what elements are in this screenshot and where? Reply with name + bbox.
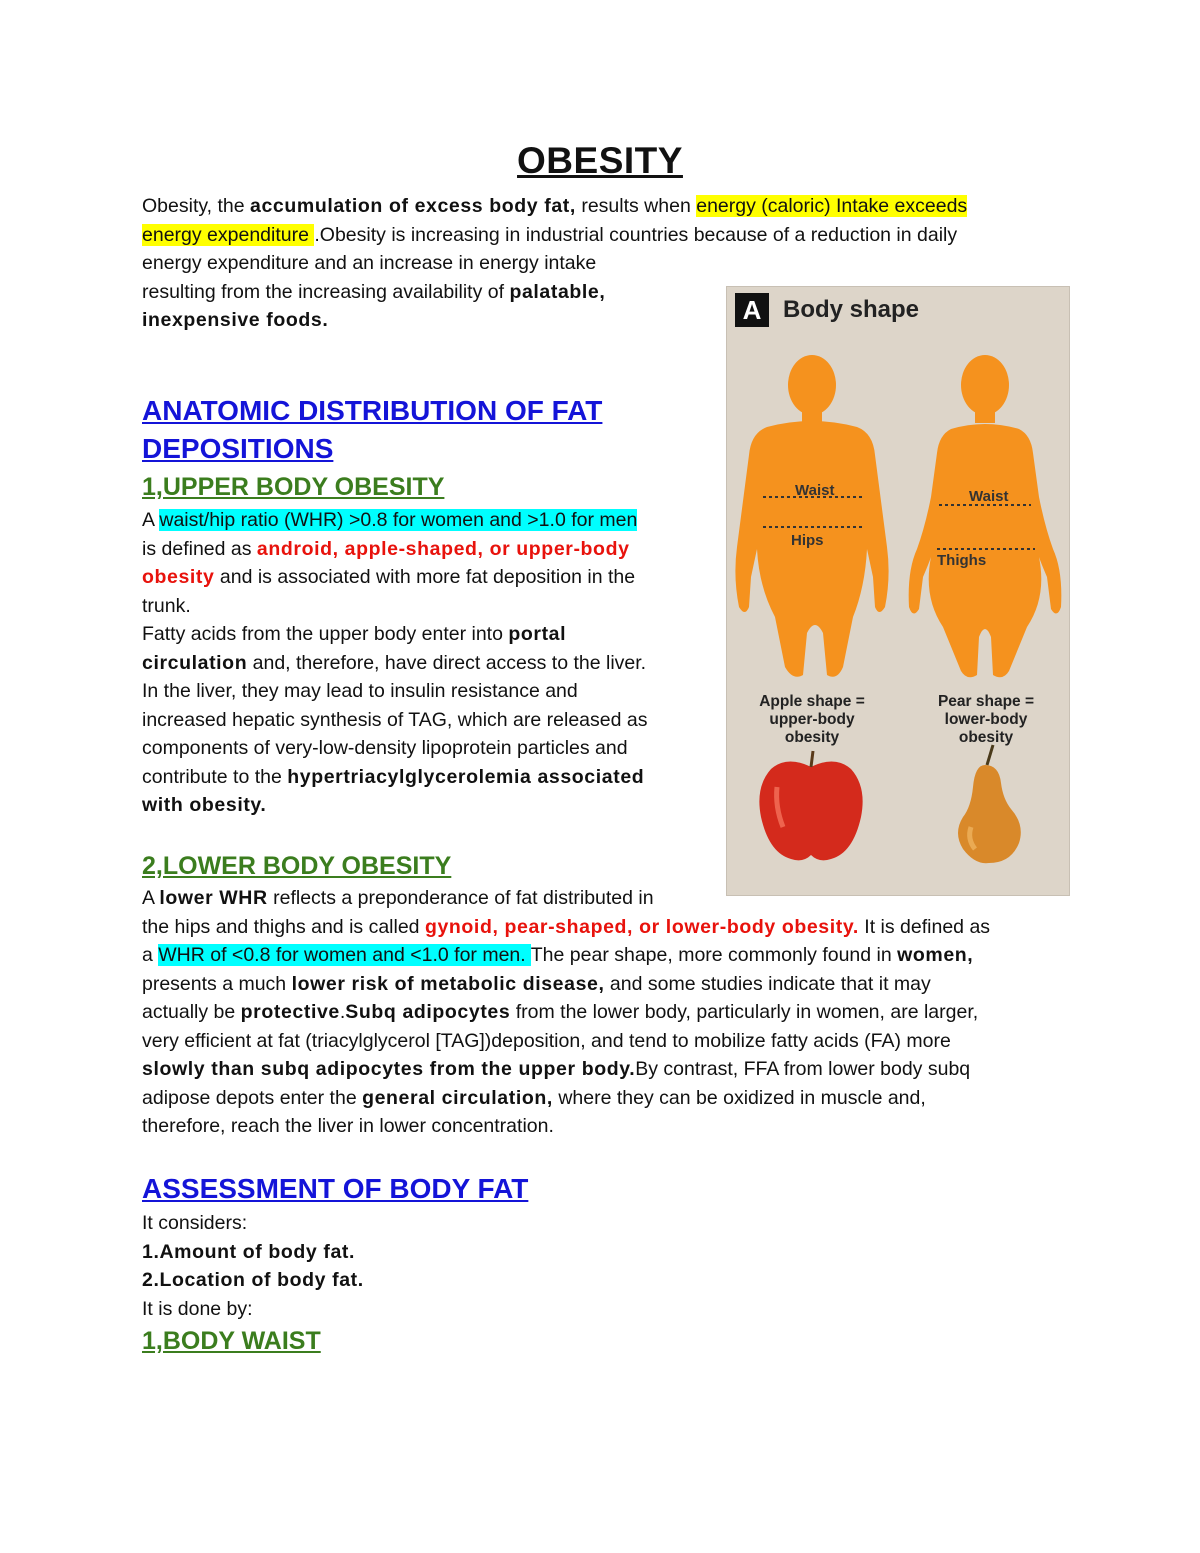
upper-text: Fatty acids from the upper body enter into [142, 623, 509, 645]
heading-body-waist: 1,BODY WAIST [142, 1327, 321, 1355]
intro-bold: accumulation of excess body fat, [250, 195, 576, 217]
assessment-line: It considers: [142, 1212, 248, 1234]
lower-bold: slowly than subq adipocytes from the upper body. [142, 1058, 636, 1080]
lower-text: presents a much [142, 972, 292, 995]
upper-line-4: trunk. [142, 594, 191, 617]
lower-bold: lower risk of metabolic disease, [291, 972, 605, 995]
lower-highlight: WHR of <0.8 for women and <1.0 for men. [158, 944, 531, 966]
upper-text: contribute to the [142, 765, 288, 788]
lower-red: gynoid, pear-shaped, or lower-body obesity. [424, 915, 859, 938]
heading-line: ANATOMIC DISTRIBUTION OF FAT [142, 395, 603, 426]
caption-line: obesity [958, 729, 1014, 746]
heading-line: DEPOSITIONS [142, 433, 334, 464]
upper-red: android, apple-shaped, or upper-body [256, 537, 630, 560]
upper-line-6 [142, 649, 722, 678]
upper-line-5 [142, 620, 722, 649]
caption-line: Pear shape = [937, 693, 1035, 710]
upper-body-paragraph [142, 506, 722, 820]
apple-shape-caption [737, 693, 887, 747]
upper-text: and, therefore, have direct access to the liver. [247, 651, 647, 674]
pear-waist-label: Waist [969, 488, 1009, 505]
lower-text: the hips and thighs and is called [142, 915, 425, 938]
lower-bold: protective [240, 1001, 340, 1023]
caption-line: Apple shape = [759, 693, 865, 710]
lower-text: The pear shape, more commonly found in [530, 944, 898, 966]
upper-line-8: increased hepatic synthesis of TAG, which are released as [142, 708, 648, 731]
upper-line-9: components of very-low-density lipoprotein particles and [142, 737, 628, 759]
upper-line-2 [142, 535, 722, 564]
lower-line-9: therefore, reach the liver in lower concentration. [142, 1115, 554, 1137]
lower-line-7 [142, 1055, 1072, 1084]
intro-line-2 [142, 221, 1062, 250]
upper-text: and is associated with more fat deposition in the [214, 566, 636, 588]
intro-highlight: energy (caloric) Intake exceeds [696, 195, 968, 217]
assessment-item-amount: 1.Amount of body fat. [142, 1240, 355, 1263]
upper-text: is defined as [142, 537, 257, 560]
intro-text: .Obesity is increasing in industrial countries because of a reduction in daily [314, 223, 958, 246]
figure-title: Body shape [783, 296, 920, 323]
upper-highlight: waist/hip ratio (WHR) >0.8 for women and >1.0 for men [159, 509, 638, 531]
lower-text: By contrast, FFA from lower body subq [635, 1058, 971, 1080]
assessment-item-location: 2.Location of body fat. [142, 1269, 364, 1291]
lower-line-2 [142, 913, 1072, 942]
lower-text: adipose depots enter the [142, 1086, 363, 1109]
lower-line-3 [142, 941, 1072, 970]
heading-anatomic-distribution [142, 392, 602, 468]
intro-line-3: energy expenditure and an increase in energy intake [142, 252, 597, 274]
figure-label: A [735, 293, 769, 327]
lower-text: a [142, 944, 159, 966]
lower-bold: Subq adipocytes [345, 1001, 511, 1023]
upper-bold: hypertriacylglycerolemia associated [287, 765, 645, 788]
lower-bold: women, [897, 944, 974, 966]
upper-line-3 [142, 563, 722, 592]
lower-line-8 [142, 1084, 1072, 1113]
lower-bold: general circulation, [362, 1086, 553, 1109]
lower-text: and some studies indicate that it may [604, 972, 931, 995]
intro-text: results when [575, 195, 697, 217]
upper-line-11: with obesity. [142, 794, 267, 816]
pear-thighs-label: Thighs [937, 552, 987, 569]
intro-text: resulting from the increasing availability of [142, 280, 510, 303]
heading-assessment-of-body-fat: ASSESSMENT OF BODY FAT [142, 1173, 529, 1204]
pear-shape-caption [911, 693, 1061, 747]
lower-text: reflects a preponderance of fat distributed in [267, 887, 654, 909]
lower-text: from the lower body, particularly in women, are larger, [510, 1001, 979, 1023]
upper-bold: portal [508, 623, 567, 645]
apple-body-silhouette [735, 355, 888, 677]
lower-text: . [339, 1001, 346, 1023]
apple-fruit-icon [759, 751, 862, 860]
body-shape-figure [726, 286, 1070, 896]
heading-upper-body-obesity: 1,UPPER BODY OBESITY [142, 473, 445, 501]
assessment-paragraph [142, 1209, 1042, 1323]
lower-line-6: very efficient at fat (triacylglycerol [TAG])deposition, and tend to mobilize fatty acids (FA) more [142, 1029, 951, 1052]
caption-line: upper-body [769, 711, 855, 728]
figure-illustration [727, 287, 1069, 895]
lower-line-4 [142, 970, 1072, 999]
caption-line: lower-body [944, 711, 1028, 728]
assessment-line: It is done by: [142, 1297, 253, 1320]
intro-line-1 [142, 192, 1062, 221]
upper-bold: circulation [142, 651, 248, 674]
lower-body-paragraph [142, 884, 1072, 1141]
lower-bold: lower WHR [159, 887, 268, 909]
upper-line-1 [142, 506, 722, 535]
lower-line-5 [142, 998, 1072, 1027]
pear-fruit-icon [958, 745, 1021, 863]
intro-highlight: energy expenditure [142, 223, 315, 246]
lower-text: A [142, 887, 160, 909]
upper-text: A [142, 509, 160, 531]
lower-text: It is defined as [858, 915, 991, 938]
pear-body-silhouette [909, 355, 1062, 677]
intro-bold: palatable, [509, 280, 606, 303]
intro-text: Obesity, the [142, 195, 251, 217]
apple-waist-label: Waist [795, 482, 835, 499]
intro-line-5: inexpensive foods. [142, 309, 329, 331]
heading-lower-body-obesity: 2,LOWER BODY OBESITY [142, 852, 452, 880]
upper-line-10 [142, 763, 722, 792]
upper-red: obesity [142, 566, 215, 588]
lower-text: actually be [142, 1001, 241, 1023]
upper-line-7: In the liver, they may lead to insulin resistance and [142, 680, 578, 702]
caption-line: obesity [784, 729, 840, 746]
apple-hips-label: Hips [791, 532, 824, 549]
page-title: OBESITY [517, 140, 683, 181]
lower-text: where they can be oxidized in muscle and, [552, 1086, 926, 1109]
